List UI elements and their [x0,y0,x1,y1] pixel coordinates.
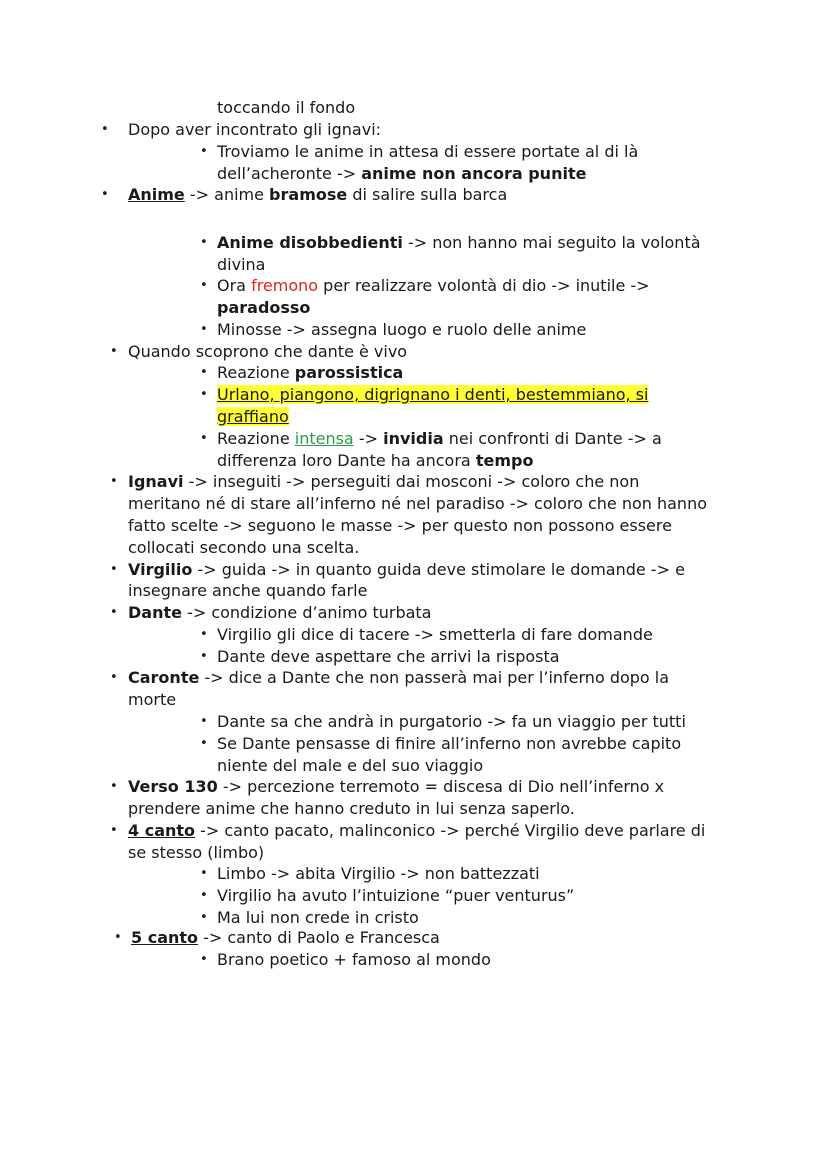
bullet-icon: • [110,779,118,794]
bullet-icon: • [200,278,208,293]
bullet-icon: • [200,714,208,729]
bullet-icon: • [200,431,208,446]
bullet-icon: • [110,344,118,359]
bullet-icon: • [200,649,208,664]
bullet-icon: • [110,474,118,489]
note-line: 4 canto -> canto pacato, malinconico -> perché Virgilio deve parlare di [128,821,706,840]
note-line: Reazione parossistica [217,363,404,382]
bullet-icon: • [101,122,109,137]
note-line: divina [217,255,266,274]
bullet-icon: • [200,736,208,751]
note-line: Ora fremono per realizzare volontà di dio -> inutile -> [217,276,650,295]
note-line: Quando scoprono che dante è vivo [128,342,408,361]
bullet-icon: • [101,187,109,202]
bullet-icon: • [200,910,208,925]
note-line: Dante deve aspettare che arrivi la risposta [217,647,560,666]
note-line: Se Dante pensasse di finire all’inferno non avrebbe capito [217,734,682,753]
note-line: Verso 130 -> percezione terremoto = discesa di Dio nell’inferno x [128,777,665,796]
bullet-icon: • [200,322,208,337]
note-line: morte [128,690,177,709]
note-line: Urlano, piangono, digrignano i denti, bestemmiano, si [217,385,649,404]
note-line: prendere anime che hanno creduto in lui senza saperlo. [128,799,575,818]
bullet-icon: • [110,605,118,620]
note-line: Dopo aver incontrato gli ignavi: [128,120,382,139]
note-line: Brano poetico + famoso al mondo [217,950,491,969]
bullet-icon: • [200,888,208,903]
bullet-icon: • [200,235,208,250]
bullet-icon: • [114,930,122,945]
bullet-icon: • [200,866,208,881]
note-line: Virgilio -> guida -> in quanto guida deve stimolare le domande -> e [128,560,685,579]
bullet-icon: • [200,144,208,159]
note-line: se stesso (limbo) [128,843,265,862]
note-line: differenza loro Dante ha ancora tempo [217,451,534,470]
note-line: niente del male e del suo viaggio [217,756,484,775]
note-line: Limbo -> abita Virgilio -> non battezzati [217,864,540,883]
bullet-icon: • [200,952,208,967]
note-line: fatto scelte -> seguono le masse -> per questo non possono essere [128,516,672,535]
note-line: Anime disobbedienti -> non hanno mai seguito la volontà [217,233,701,252]
note-line: 5 canto -> canto di Paolo e Francesca [131,928,440,947]
bullet-icon: • [110,670,118,685]
note-line: Reazione intensa -> invidia nei confronti di Dante -> a [217,429,662,448]
note-line: Virgilio ha avuto l’intuizione “puer venturus” [217,886,575,905]
note-line: Anime -> anime bramose di salire sulla barca [128,185,508,204]
note-line: meritano né di stare all’inferno né nel paradiso -> coloro che non hanno [128,494,707,513]
note-line: Dante -> condizione d’animo turbata [128,603,432,622]
bullet-icon: • [110,562,118,577]
note-line: dell’acheronte -> anime non ancora punite [217,164,587,183]
note-line: graffiano [217,407,289,426]
note-line: Caronte -> dice a Dante che non passerà mai per l’inferno dopo la [128,668,670,687]
bullet-icon: • [110,823,118,838]
bullet-icon: • [200,627,208,642]
note-line: Ma lui non crede in cristo [217,908,419,927]
bullet-icon: • [200,365,208,380]
bullet-icon: • [200,387,208,402]
note-line: Troviamo le anime in attesa di essere portate al di là [217,142,639,161]
note-line: paradosso [217,298,311,317]
note-line: Dante sa che andrà in purgatorio -> fa un viaggio per tutti [217,712,686,731]
note-line: insegnare anche quando farle [128,581,368,600]
note-line: collocati secondo una scelta. [128,538,360,557]
note-line: Minosse -> assegna luogo e ruolo delle anime [217,320,587,339]
note-line: toccando il fondo [217,98,356,117]
note-line: Virgilio gli dice di tacere -> smetterla di fare domande [217,625,653,644]
note-line: Ignavi -> inseguiti -> perseguiti dai mosconi -> coloro che non [128,472,640,491]
